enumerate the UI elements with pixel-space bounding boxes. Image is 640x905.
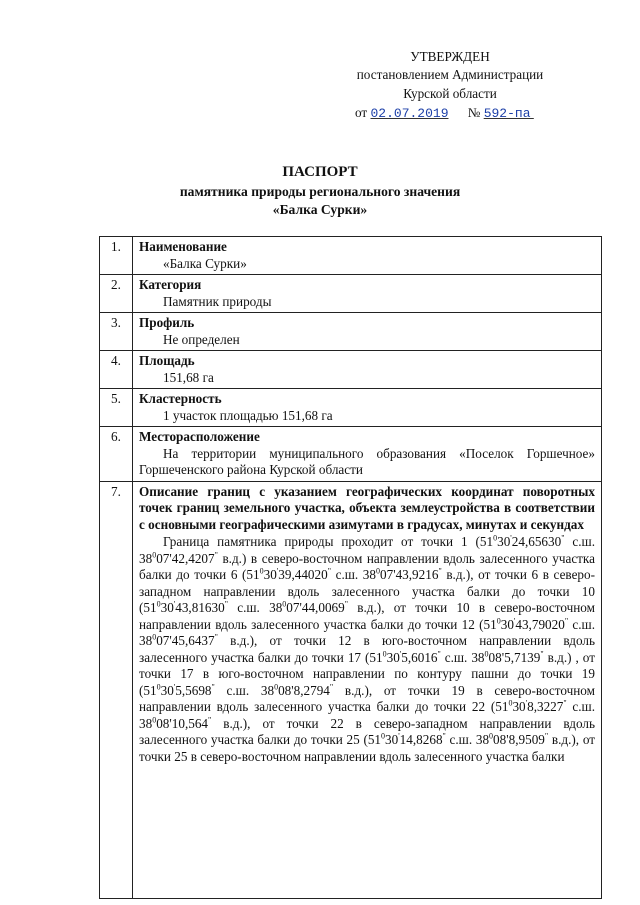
- row-number: 1.: [100, 237, 133, 275]
- table-row: [100, 481, 602, 898]
- passport-table: [99, 236, 602, 899]
- row-value: На территории муниципального образования «Поселок Горшечное» Горшеченского района Курской области: [139, 445, 595, 477]
- row-label: Месторасположение: [139, 429, 260, 444]
- row-number: 7.: [100, 481, 133, 898]
- row-label: Категория: [139, 277, 202, 292]
- table-row: [100, 427, 602, 482]
- row-content: [133, 481, 602, 898]
- approval-line-2: Курской области: [403, 86, 497, 101]
- row-label: Описание границ с указанием географических координат поворотных точек границ земельного участка, объекта землеустройства в соответствии с основными географическими азимутами в градусах, минутах и секундах: [139, 483, 595, 532]
- row-value: «Балка Сурки»: [163, 255, 247, 271]
- doc-subtitle: памятника природы регионального значения: [179, 184, 461, 199]
- row-value: Памятник природы: [163, 293, 272, 309]
- table-row: [100, 351, 602, 389]
- row-content: [133, 313, 602, 351]
- approval-number: 592-па: [483, 106, 531, 121]
- row-content: [133, 351, 602, 389]
- row-number: 5.: [100, 389, 133, 427]
- doc-title: ПАСПОРТ: [282, 164, 358, 180]
- row-number: 2.: [100, 275, 133, 313]
- row-content: [133, 237, 602, 275]
- row-content: [133, 275, 602, 313]
- doc-name: «Балка Сурки»: [272, 202, 368, 217]
- approval-title: УТВЕРЖДЕН: [410, 49, 490, 64]
- approval-line-1: постановлением Администрации: [356, 67, 544, 82]
- row-number: 3.: [100, 313, 133, 351]
- row-label: Кластерность: [139, 391, 222, 406]
- row-number: 6.: [100, 427, 133, 482]
- table-row: [100, 389, 602, 427]
- from-label: от: [355, 105, 368, 120]
- row-content: [133, 389, 602, 427]
- boundary-description: Граница памятника природы проходит от точки 1 ($51^030'24,65630^"$ с.ш. $38^007'42,4207^"$ в.д.) в северо-восточном направлении вдоль залесенного участка балки до точки 6 ($51^030'39,44020^"$ с.ш. $38^007'43,9216^"$ в.д.), от точки 6 в северо-западном направлении вдоль залесенного участка балки до точки 10 ($51^030'43,81630^"$ с.ш. $38^007'44,0069^"$ в.д.), от точки 10 в северо-восточном направлении вдоль залесенного участка балки до точки 12 ($51^030'43,79020^"$ с.ш. $38^007'45,6437^"$ в.д.), от точки 12 в юго-восточном направлении вдоль залесенного участка балки до точки 17 ($51^030'5,6016^"$ с.ш. $38^008'5,7139^"$ в.д.) , от точки 17 в юго-восточном направлении по контуру пашни до точки 19 ($51^030'5,5698^"$ с.ш. $38^008'8,2794^"$ в.д.), от точки 19 в северо-восточном направлении вдоль залесенного участка балки до точки 22 ($51^030'8,3227^"$ с.ш. $38^008'10,564^"$ в.д.), от точки 22 в северо-западном направлении вдоль залесенного участка балки до точки 25 ($51^030'14,8268^"$ с.ш. $38^008'8,9509^"$ в.д.), от точки 25 в северо-восточном направлении вдоль залесенного участка балки: [139, 533, 596, 764]
- row-label: Наименование: [139, 239, 227, 254]
- approval-date: 02.07.2019: [370, 106, 449, 121]
- row-label: Профиль: [139, 315, 195, 330]
- row-label: Площадь: [139, 353, 195, 368]
- row-number: 4.: [100, 351, 133, 389]
- table-row: [100, 237, 602, 275]
- row-content: [133, 427, 602, 482]
- row-value: 1 участок площадью 151,68 га: [163, 407, 333, 423]
- row-value: 151,68 га: [163, 369, 214, 385]
- table-row: [100, 313, 602, 351]
- row-value: Не определен: [163, 331, 240, 347]
- table-row: [100, 275, 602, 313]
- approval-date-line: [355, 104, 585, 122]
- number-label: №: [467, 105, 481, 120]
